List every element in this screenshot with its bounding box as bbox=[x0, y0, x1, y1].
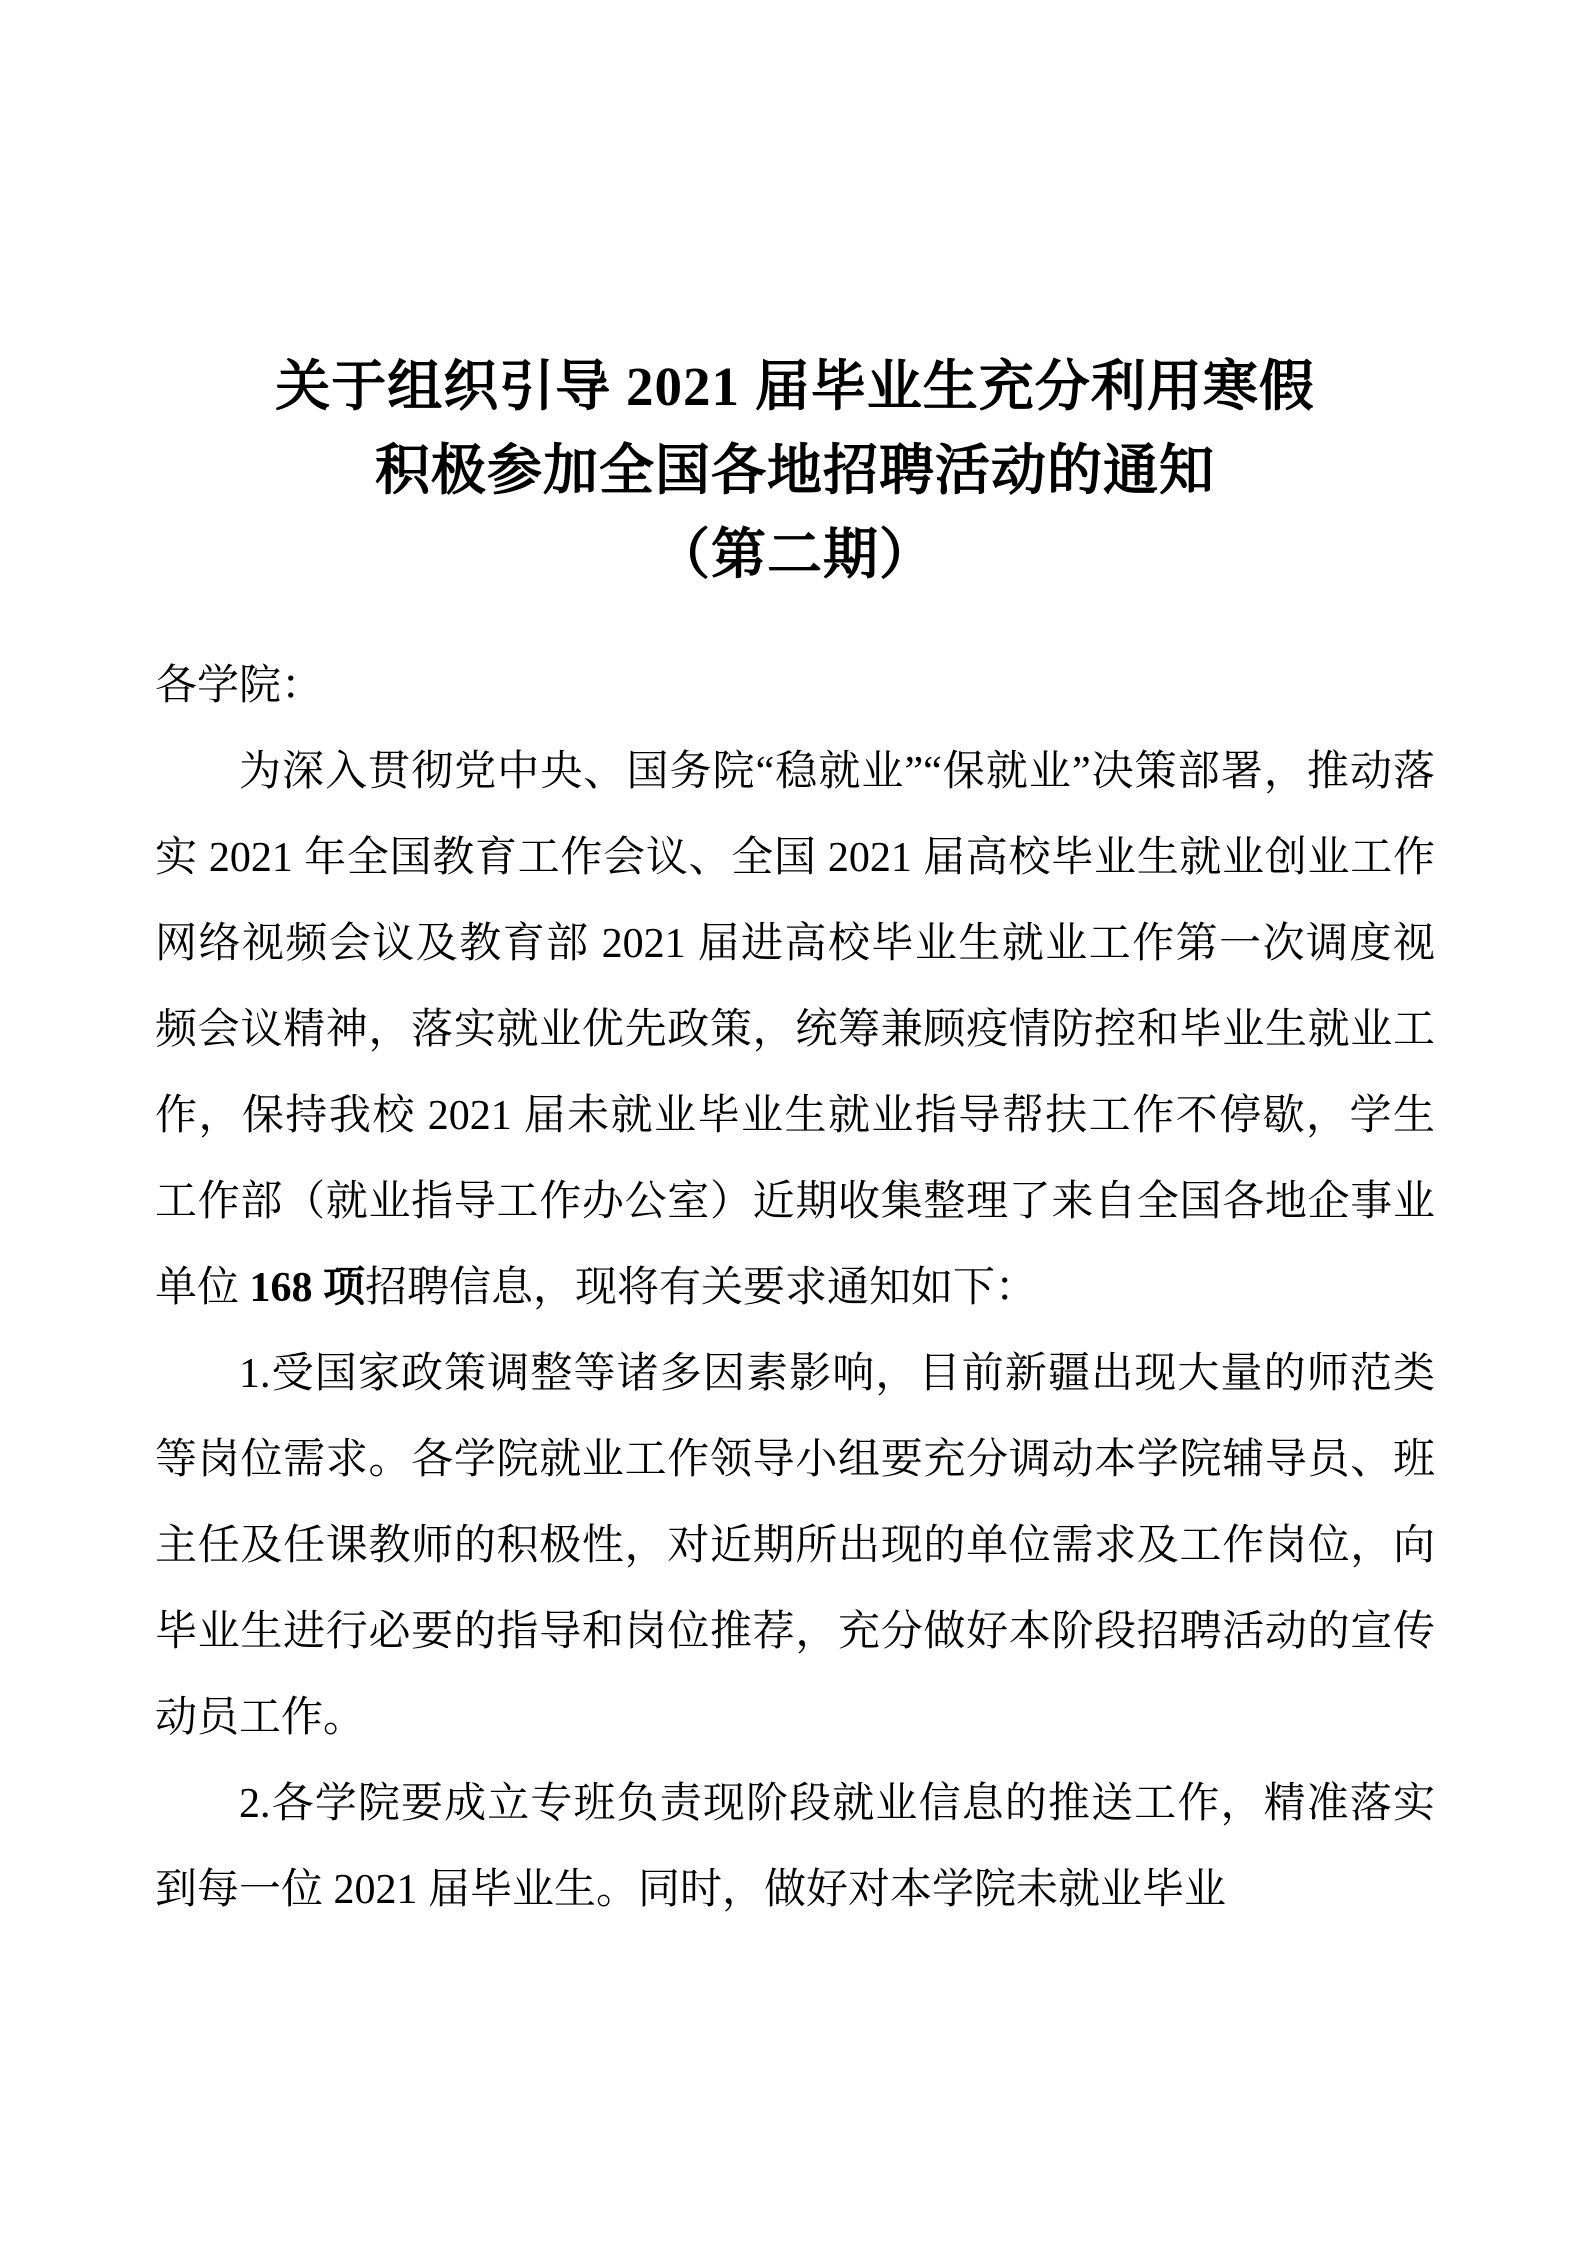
salutation: 各学院： bbox=[155, 663, 324, 709]
paragraph-intro-lead: 为深入贯彻党中央、国务院“稳就业”“保就业”决策部署，推动落实 2021 年全国教育工作会议、全国 2021 届高校毕业生就业创业工作网络视频会议及教育部 2021 届进高校毕业生就业工作第一次调度视频会议精神，落实就业优先政策，统筹兼顾疫情防控和毕业生就业工作，保持我校 2021 届未就业毕业生就业指导帮扶工作不停歇，学生工作部（就业指导工作办公室）近期收集整理了来自全国各地企事业单位 bbox=[155, 749, 1435, 1311]
paragraph-item-2: 2.各学院要成立专班负责现阶段就业信息的推送工作，精准落实到每一位 2021 届毕业生。同时，做好对本学院未就业毕业 bbox=[155, 1781, 1435, 1913]
title-line-1: 关于组织引导 2021 届毕业生充分利用寒假 bbox=[275, 356, 1315, 417]
recruitment-count-emphasis: 168 项 bbox=[249, 1265, 366, 1311]
document-title bbox=[155, 345, 1435, 597]
title-line-2: 积极参加全国各地招聘活动的通知 bbox=[374, 440, 1215, 501]
paragraph-intro bbox=[155, 729, 1435, 1331]
paragraph-intro-tail: 招聘信息，现将有关要求通知如下： bbox=[365, 1265, 1038, 1311]
document-body bbox=[155, 643, 1435, 1933]
paragraph-item-1: 1.受国家政策调整等诸多因素影响，目前新疆出现大量的师范类等岗位需求。各学院就业工作领导小组要充分调动本学院辅导员、班主任及任课教师的积极性，对近期所出现的单位需求及工作岗位，向毕业生进行必要的指导和岗位推荐，充分做好本阶段招聘活动的宣传动员工作。 bbox=[155, 1351, 1435, 1741]
title-line-3: （第二期） bbox=[654, 524, 935, 585]
